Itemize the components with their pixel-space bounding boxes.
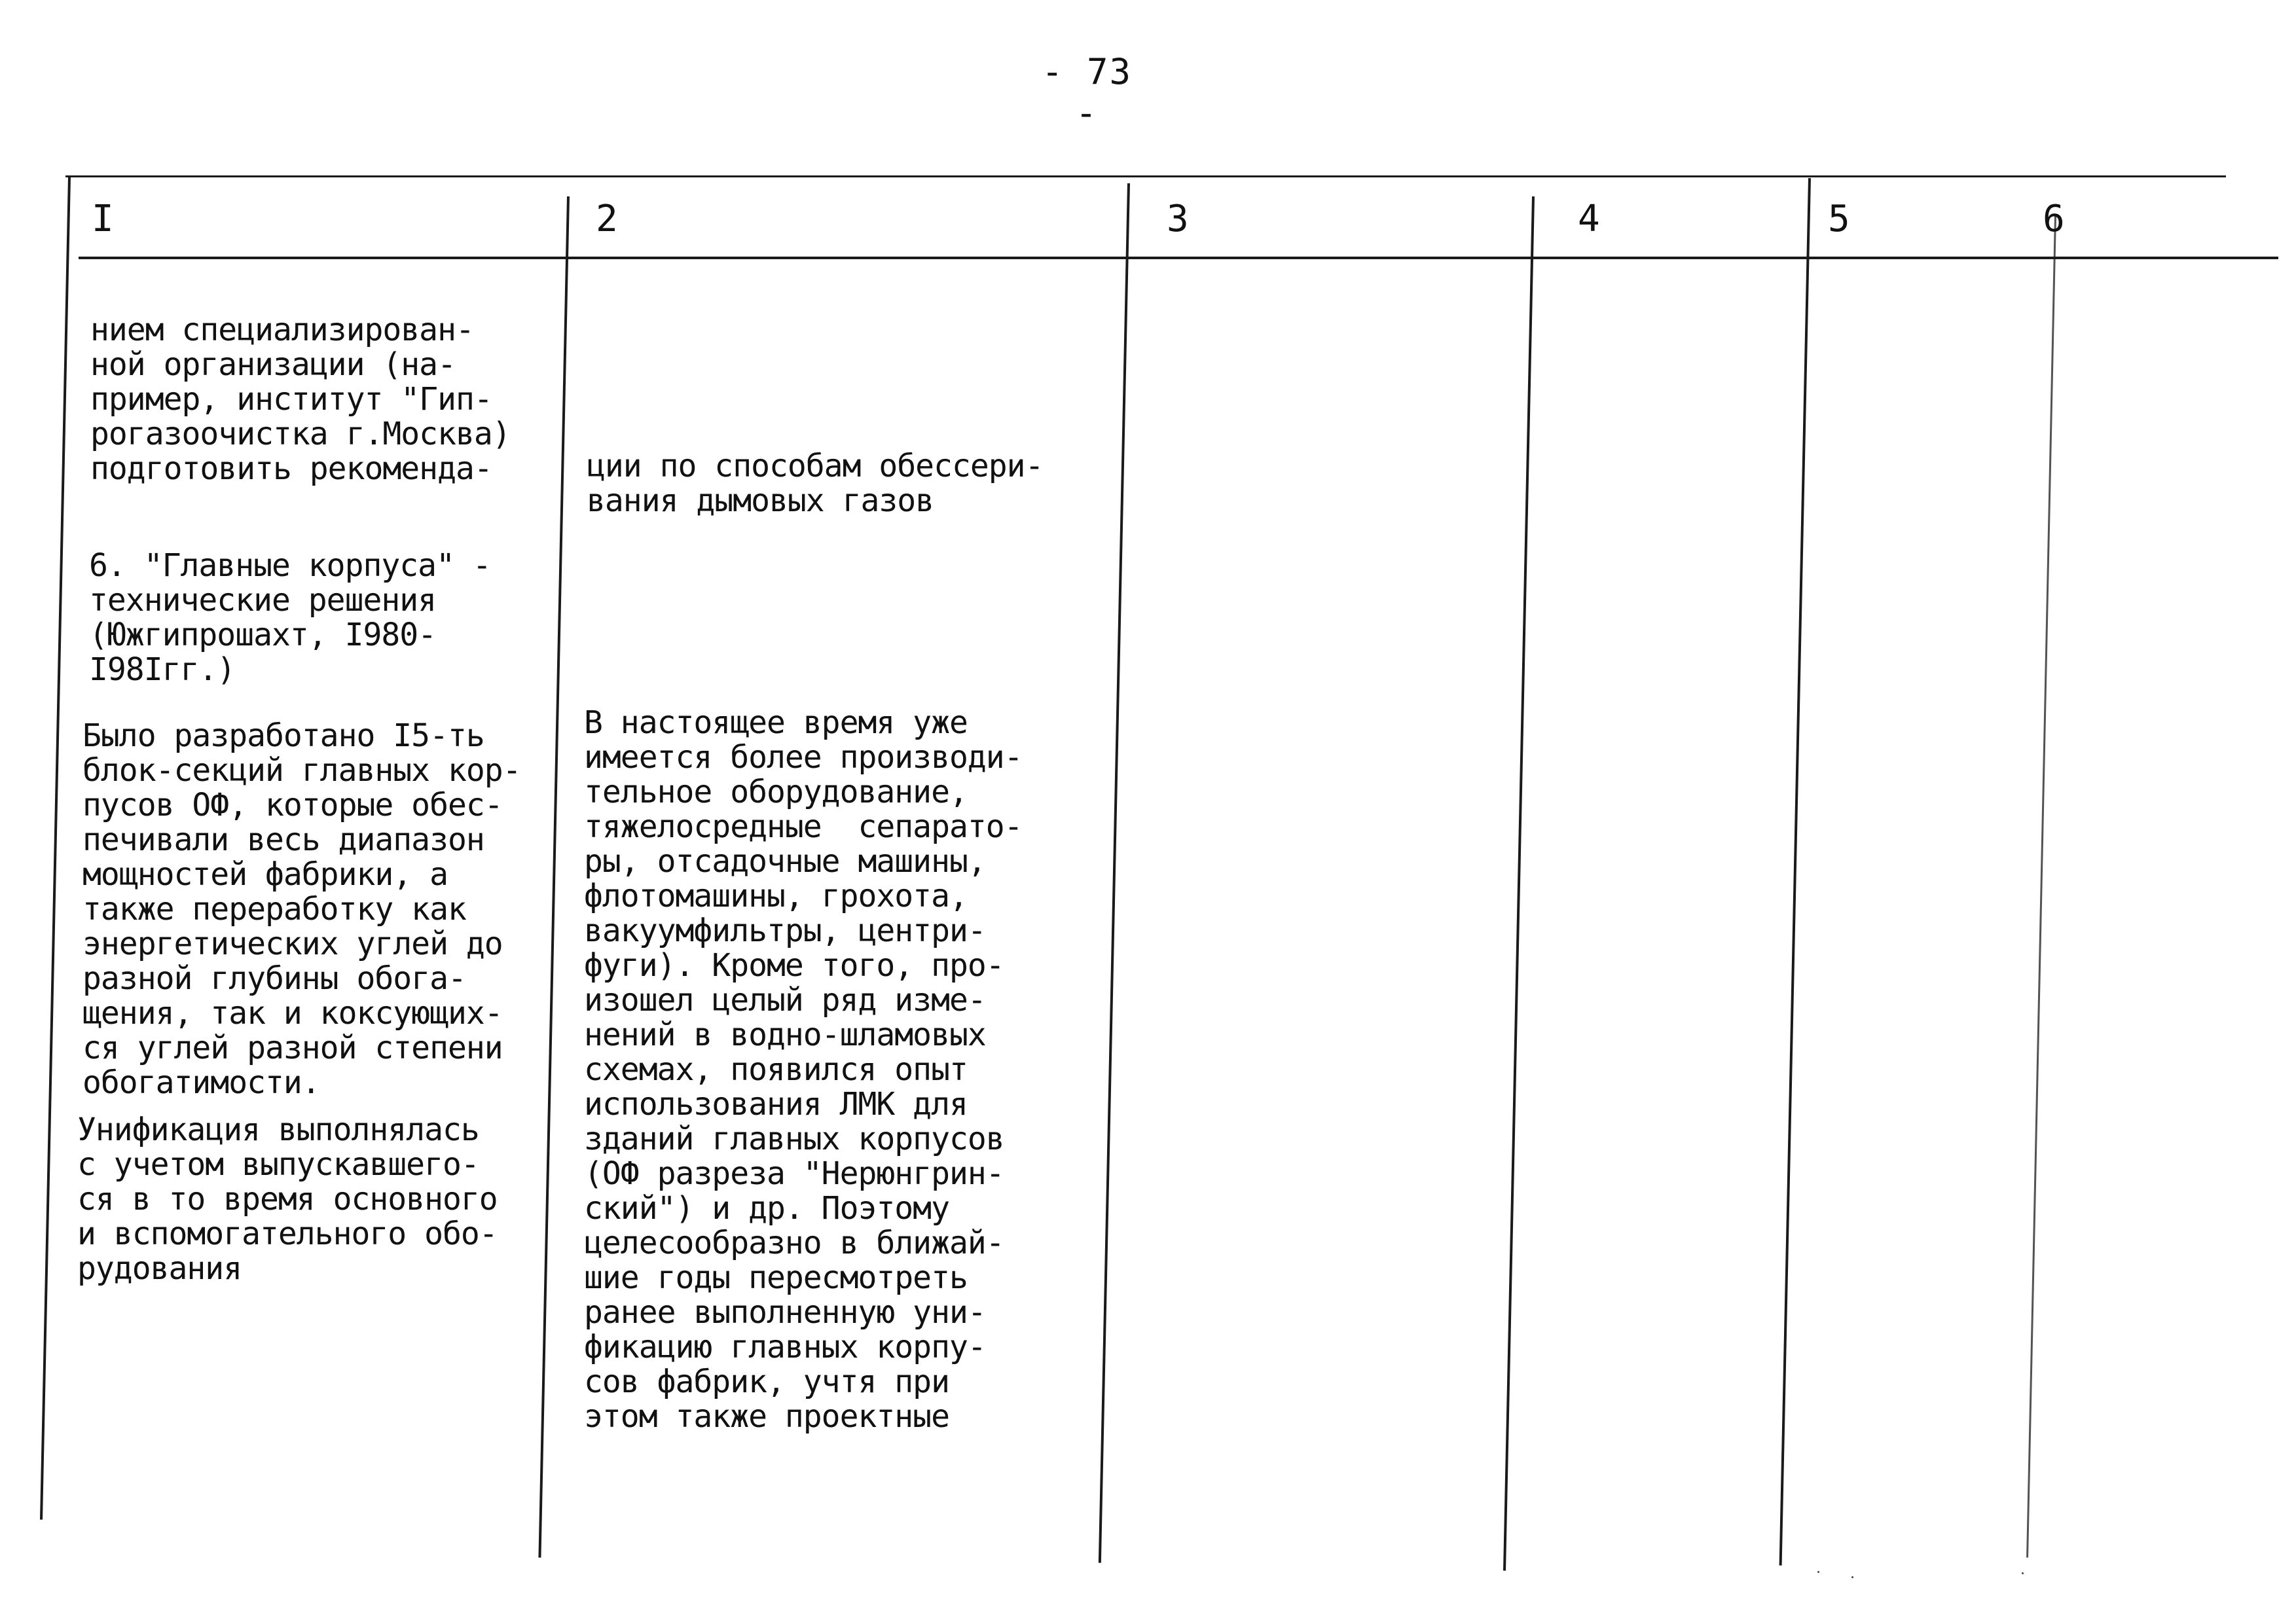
col1-recommendation-text: нием специализирован- ной организации (на- пример, институт "Гип- рогазоочистка г.Москва) подготовить рекоменда-	[90, 312, 511, 487]
column-header-6: 6	[2043, 198, 2065, 240]
column-rule-4-5	[1779, 178, 1811, 1566]
scan-speck	[1851, 1576, 1853, 1578]
header-separator-rule	[79, 257, 2278, 259]
table-top-rule	[65, 175, 2226, 177]
scan-speck	[2022, 1572, 2024, 1574]
column-header-4: 4	[1578, 198, 1600, 240]
column-header-5: 5	[1828, 198, 1850, 240]
scan-speck	[1817, 1571, 1819, 1573]
column-header-2: 2	[596, 198, 618, 240]
col2-current-state-text: В настоящее время уже имеется более производи- тельное оборудование, тяжелосредные сепарато- ры, отсадочные машины, флотомашины, грохота, вакуумфильтры, центри- фуги). Кроме того, про- изошел целый ряд изме- нений в водно-шламовых схемах, появился опыт использования ЛМК для зданий главных корпусов (ОФ разреза "Нерюнгрин- ский") и др. Поэтому целесообразно в ближай- шие годы пересмотреть ранее выполненную уни- фикацию главных корпу- сов фабрик, учтя при этом также проектные	[584, 704, 1023, 1435]
col2-recommendation-text: ции по способам обессери- вания дымовых газов	[587, 448, 1044, 519]
column-rule-left	[40, 177, 71, 1520]
col1-item-title: 6. "Главные корпуса" - технические решения (Южгипрошахт, I980- I98Iгг.)	[89, 547, 491, 688]
column-rule-1-2	[538, 196, 570, 1558]
col1-development-text: Было разработано I5-ть блок-секций главных кор- пусов ОФ, которые обес- печивали весь диапазон мощностей фабрики, а также переработку как энергетических углей до разной глубины обога- щения, так и коксующих- ся углей разной степени обогатимости.	[82, 717, 521, 1101]
page-number: - 73 -	[1041, 51, 1133, 134]
column-header-3: 3	[1167, 198, 1189, 240]
column-rule-3-4	[1503, 196, 1535, 1571]
column-rule-5-6	[2026, 216, 2056, 1558]
column-header-1: I	[92, 198, 114, 240]
col1-unification-text: Унификация выполнялась с учетом выпускавшего- ся в то время основного и вспомогательного обо- рудования	[77, 1111, 498, 1287]
column-rule-2-3	[1099, 183, 1130, 1563]
